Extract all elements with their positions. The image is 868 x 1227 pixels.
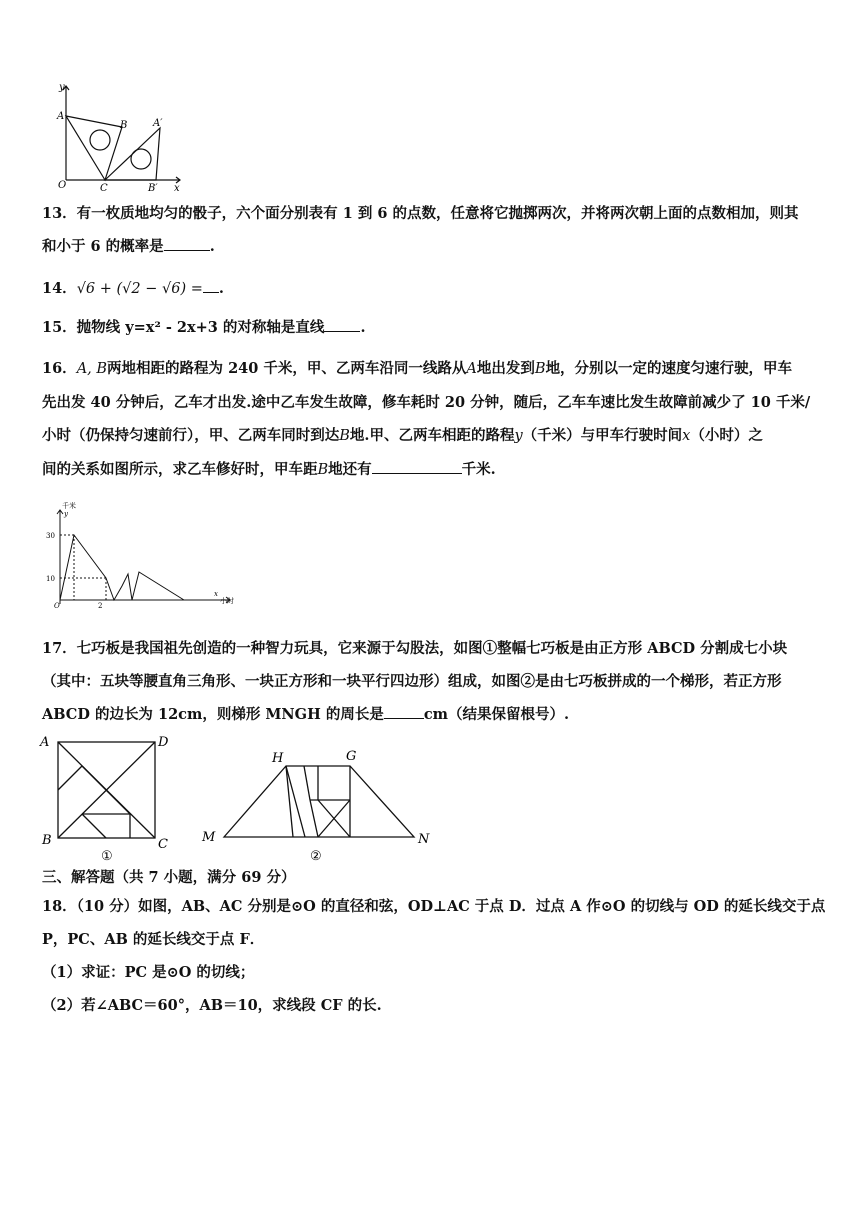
q15-end: .: [360, 319, 366, 336]
y-axis-label: y: [59, 82, 65, 93]
q15-text: 15．抛物线 y=x² - 2x+3 的对称轴是直线: [42, 319, 325, 336]
trapezoid-h: H: [272, 751, 284, 766]
q13-line2: 和小于 6 的概率是: [42, 238, 164, 255]
graph-y-var: y: [64, 510, 68, 518]
point-b-prime-label: B′: [148, 183, 158, 192]
graph-tick-y2: 10: [46, 575, 55, 583]
tangram-d: D: [158, 735, 169, 750]
q17-line2: （其中：五块等腰直角三角形、一块正方形和一块平行四边形）组成，如图②是由七巧板拼成的一个梯形，若正方形: [42, 673, 782, 690]
question-13: [42, 197, 832, 263]
q17-answer-blank[interactable]: [384, 702, 424, 719]
section-3-heading: 三、解答题（共 7 小题，满分 69 分）: [42, 869, 296, 886]
q16-b2: B: [339, 428, 350, 444]
q13-end: .: [209, 238, 215, 255]
q16-line2: 先出发 40 分钟后，乙车才出发.途中乙车发生故障，修车耗时 20 分钟，随后，乙车车速比发生故障前减少了 10 千米/: [42, 394, 811, 411]
q15-answer-blank[interactable]: [324, 315, 360, 332]
point-a-prime-label: A′: [153, 118, 163, 129]
q16-l3c: （千米）与甲车行驶时间: [522, 427, 683, 444]
question-18: [42, 890, 832, 1022]
point-a-label: A: [57, 111, 65, 122]
tangram-c: C: [158, 837, 168, 852]
q14-end: .: [218, 280, 224, 297]
q13-answer-blank[interactable]: [164, 234, 210, 251]
q16-l3b: 地.甲、乙两车相距的路程: [349, 427, 515, 444]
figure-2-caption: ②: [310, 849, 322, 864]
tangram-b: B: [42, 833, 52, 848]
q16-b: B: [534, 361, 546, 377]
q18-line2: P，PC、AB 的延长线交于点 F．: [42, 931, 265, 948]
q18-line3: （1）求证：PC 是⊙O 的切线；: [42, 964, 255, 981]
q18-line4: （2）若∠ABC＝60°，AB＝10，求线段 CF 的长.: [42, 997, 382, 1014]
q17-l3a: ABCD 的边长为 12cm，则梯形 MNGH 的周长是: [42, 706, 384, 723]
tangram-a: A: [40, 735, 50, 750]
q16-y: y: [514, 428, 523, 444]
figure-tangram-trapezoid: [198, 742, 438, 867]
q16-a: A: [466, 361, 477, 377]
figure-tangram-square: [38, 732, 178, 867]
question-16: [42, 352, 832, 487]
question-17: [42, 632, 832, 731]
q16-l1a: 两地相距的路程为 240 千米，甲、乙两车沿同一线路从: [107, 360, 467, 377]
q16-l3d: （小时）之: [690, 427, 763, 444]
trapezoid-n: N: [418, 832, 430, 847]
question-14: [42, 272, 832, 306]
q16-l4b: 地还有: [328, 461, 372, 478]
point-b-label: B: [120, 120, 128, 131]
q16-l4a: 间的关系如图所示，求乙车修好时，甲车距: [42, 461, 318, 478]
x-axis-label: x: [174, 183, 180, 192]
q16-ab: A, B: [76, 361, 108, 377]
question-15: [42, 311, 832, 344]
q16-number: 16．: [42, 360, 77, 377]
q16-l4c: 千米.: [461, 461, 496, 478]
q18-line1: 18．（10 分）如图，AB、AC 分别是⊙O 的直径和弦，OD⊥AC 于点 D．过点 A 作⊙O 的切线与 OD 的延长线交于点: [42, 898, 826, 915]
trapezoid-g: G: [346, 749, 357, 764]
figure-distance-time-graph: [44, 500, 244, 612]
q14-number: 14．: [42, 280, 77, 297]
q16-b3: B: [317, 462, 329, 478]
q17-line1: 17．七巧板是我国祖先创造的一种智力玩具，它来源于勾股法，如图①整幅七巧板是由正方形 ABCD 分割成七小块: [42, 640, 788, 657]
figure-coordinate-triangles: [50, 80, 190, 192]
graph-y-unit: 千米: [62, 502, 76, 510]
graph-tick-y1: 30: [46, 532, 55, 540]
graph-origin: O: [54, 602, 60, 610]
q14-answer-blank[interactable]: [203, 276, 219, 293]
trapezoid-m: M: [202, 830, 216, 845]
graph-tick-x: 2: [98, 602, 103, 610]
point-c-label: C: [100, 183, 108, 192]
origin-label: O: [58, 180, 67, 191]
q17-l3b: cm（结果保留根号）.: [423, 706, 570, 723]
q16-l3a: 小时（仍保持匀速前行），甲、乙两车同时到达: [42, 427, 340, 444]
q16-answer-blank[interactable]: [372, 457, 462, 474]
q16-x: x: [682, 428, 691, 444]
q16-l1b: 地出发到: [476, 360, 535, 377]
graph-x-var: x: [214, 590, 218, 598]
q16-l1c: 地，分别以一定的速度匀速行驶，甲车: [545, 360, 793, 377]
q14-expression: √6 + (√2 − √6) =: [76, 281, 203, 297]
q13-line1: 13．有一枚质地均匀的骰子，六个面分别表有 1 到 6 的点数，任意将它抛掷两次，并将两次朝上面的点数相加，则其: [42, 205, 799, 222]
graph-x-unit: 小时: [220, 597, 234, 605]
figure-1-caption: ①: [101, 849, 113, 864]
